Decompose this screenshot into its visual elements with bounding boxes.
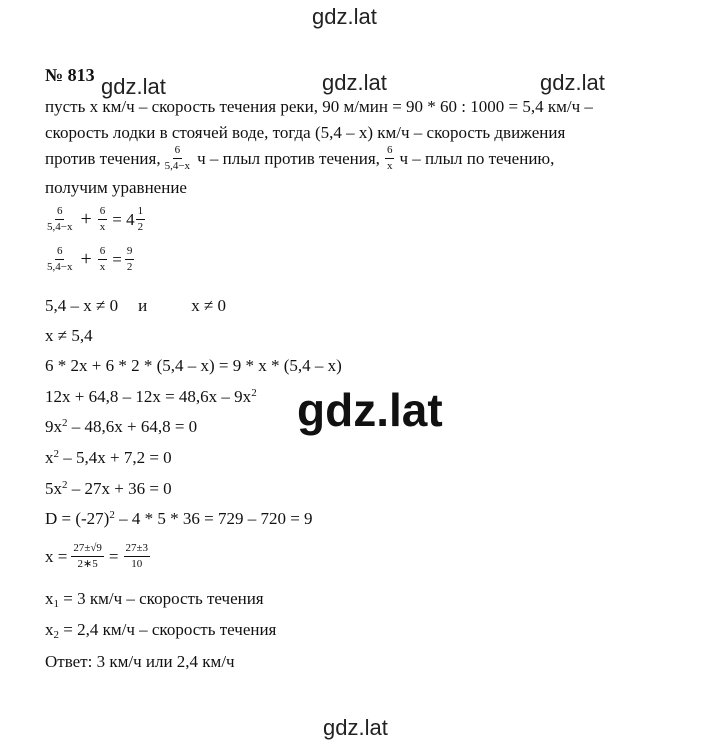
exponent: 2 <box>62 417 68 429</box>
root-formula <box>45 537 152 575</box>
condition-right: x ≠ 0 <box>191 296 227 315</box>
expr: x = <box>45 546 68 566</box>
condition-line <box>45 297 226 314</box>
text-line: пусть x км/ч – скорость течения реки, 90 м/мин = 90 * 60 : 1000 = 5,4 км/ч – <box>45 97 593 116</box>
expr: – 48,6x + 64,8 = 0 <box>67 417 198 436</box>
fraction <box>45 205 74 233</box>
text-line-fractions <box>45 141 554 175</box>
math-line: 6 * 2x + 6 * 2 * (5,4 – x) = 9 * x * (5,4 – x) <box>45 356 342 375</box>
fraction <box>163 144 192 172</box>
plus-sign: + <box>80 208 92 230</box>
expr: 9x <box>45 417 62 436</box>
math-line <box>45 589 264 610</box>
expr: x <box>45 589 54 608</box>
math-line <box>45 510 313 527</box>
math-line <box>45 620 277 641</box>
fraction <box>45 245 74 273</box>
answer-line: Ответ: 3 км/ч или 2,4 км/ч <box>45 652 235 671</box>
exponent: 2 <box>109 509 115 521</box>
watermark: gdz.lat <box>540 70 605 95</box>
expr: – 27x + 36 = 0 <box>67 479 172 498</box>
fraction <box>136 205 146 233</box>
fraction <box>98 205 108 233</box>
conjunction: и <box>138 296 148 315</box>
fraction <box>124 542 151 570</box>
equation <box>45 200 147 238</box>
expr: 12x + 64,8 – 12x = 48,6x – 9x <box>45 387 252 406</box>
denominator: x <box>386 159 393 172</box>
denominator: 5,4−x <box>47 220 73 233</box>
text-fragment: ч – плыл по течению, <box>399 148 555 168</box>
fraction <box>98 245 108 273</box>
numerator: 27±√9 <box>71 542 104 557</box>
expr: – 5,4x + 7,2 = 0 <box>59 448 172 467</box>
expr: – 4 * 5 * 36 = 729 – 720 = 9 <box>114 509 313 528</box>
math-line <box>45 388 257 405</box>
numerator: 6 <box>98 245 108 260</box>
denominator: 2 <box>137 220 144 233</box>
math-line <box>45 480 172 497</box>
denominator: 2∗5 <box>77 557 98 570</box>
exponent: 2 <box>62 479 68 491</box>
numerator: 1 <box>136 205 146 220</box>
watermark: gdz.lat <box>323 715 388 740</box>
fraction <box>71 542 104 570</box>
numerator: 27±3 <box>124 542 151 557</box>
expr: D = (-27) <box>45 509 110 528</box>
numerator: 6 <box>55 205 65 220</box>
plus-sign: + <box>80 248 92 270</box>
equals-whole: = 4 <box>112 209 135 229</box>
watermark: gdz.lat <box>312 4 377 29</box>
text-line: скорость лодки в стоячей воде, тогда (5,4 – x) км/ч – скорость движения <box>45 123 566 142</box>
equals-sign: = <box>112 249 122 269</box>
subscript: 1 <box>53 598 59 610</box>
exponent: 2 <box>251 387 257 399</box>
numerator: 9 <box>125 245 135 260</box>
denominator: x <box>99 220 106 233</box>
exponent: 2 <box>53 448 59 460</box>
watermark: gdz.lat <box>322 70 387 95</box>
expr: x <box>45 620 54 639</box>
numerator: 6 <box>385 144 395 159</box>
condition-left: 5,4 – x ≠ 0 <box>45 296 119 315</box>
math-line <box>45 449 172 466</box>
math-line: x ≠ 5,4 <box>45 326 93 345</box>
fraction <box>385 144 395 172</box>
text-fragment: против течения, <box>45 148 161 168</box>
problem-number: № 813 <box>45 65 95 85</box>
equals-sign: = <box>108 546 119 566</box>
denominator: 2 <box>126 260 133 273</box>
numerator: 6 <box>173 144 183 159</box>
expr: x <box>45 448 54 467</box>
denominator: x <box>99 260 106 273</box>
numerator: 6 <box>55 245 65 260</box>
subscript: 2 <box>53 629 59 641</box>
expr: = 3 км/ч – скорость течения <box>59 589 264 608</box>
watermark-large: gdz.lat <box>297 384 443 436</box>
denominator: 5,4−x <box>164 159 191 172</box>
expr: = 2,4 км/ч – скорость течения <box>59 620 277 639</box>
text-fragment: ч – плыл против течения, <box>197 148 380 168</box>
equation <box>45 240 136 278</box>
denominator: 10 <box>131 557 143 570</box>
numerator: 6 <box>98 205 108 220</box>
watermark: gdz.lat <box>101 74 166 99</box>
denominator: 5,4−x <box>47 260 73 273</box>
text-line: получим уравнение <box>45 178 187 197</box>
expr: 5x <box>45 479 62 498</box>
math-line <box>45 418 197 435</box>
fraction <box>125 245 135 273</box>
